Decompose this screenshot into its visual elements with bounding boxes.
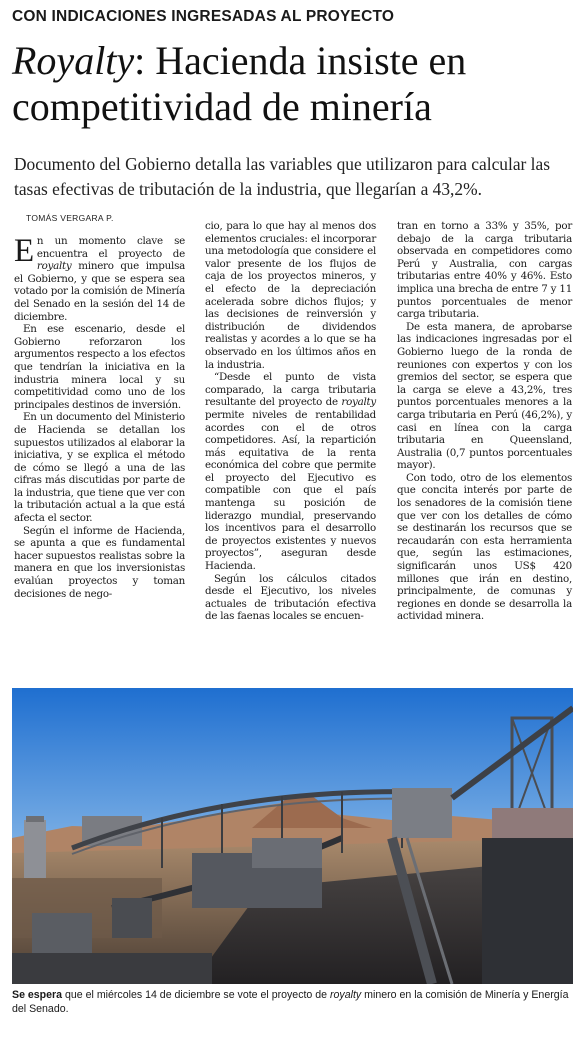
photo-caption xyxy=(12,988,577,1016)
photo-illustration xyxy=(12,688,573,984)
paragraph xyxy=(14,235,185,323)
paragraph-text: “Desde el punto de vista comparado, la carga tributaria resultante del proyecto de xyxy=(205,371,376,409)
italic-term: royalty xyxy=(36,260,72,273)
paragraph: tran en torno a 33% y 35%, por debajo de la carga tributaria observada en competidores como Perú y Australia, con cargas tributarias entre 40% y 46%. Esto implica una brecha de entre 7 y 11 puntos porcentuales de menor carga tributaria. xyxy=(397,220,572,321)
caption-text: que el miércoles 14 de diciembre se vote el proyecto de xyxy=(62,989,330,1001)
article-headline xyxy=(12,38,577,130)
paragraph: En un documento del Ministerio de Hacienda se detallan los supuestos utilizados al elaborar la iniciativa, y se explica el método de cómo se llegó a una de las cifras más discutidas por parte de la industria, que tiene que ver con la tributación actual a la que está afecta el sector. xyxy=(14,411,185,525)
paragraph xyxy=(205,371,376,573)
paragraph: cio, para lo que hay al menos dos elementos cruciales: el incorporar una metodología que considere el valor presente de los flujos de caja de los proyectos mineros, y el efecto de la depreciación acelerada sobre dichos flujos; y las decisiones de reinversión y distribución de dividendos realistas y acordes a lo que se ha observado en los últimos años en la industria. xyxy=(205,220,376,371)
body-column-3 xyxy=(397,220,572,623)
caption-italic: royalty xyxy=(330,989,362,1001)
headline-italic: Royalty xyxy=(12,38,135,83)
byline: TOMÁS VERGARA P. xyxy=(26,213,114,223)
paragraph-text: n un momento clave se encuentra el proyecto de xyxy=(36,235,185,260)
paragraph: En ese escenario, desde el Gobierno reforzaron los argumentos respecto a los efectos que tendrían la iniciativa en la industria minera local y su competitividad como uno de los principales destinos de inversión. xyxy=(14,323,185,411)
article-subhead: Documento del Gobierno detalla las variables que utilizaron para calcular las tasas efectivas de tributación de la industria, que llegarían a 43,2%. xyxy=(14,154,550,199)
caption-bold: Se espera xyxy=(12,989,63,1001)
headline-rest: : Hacienda insiste en competitividad de minería xyxy=(12,38,467,129)
section-kicker: CON INDICACIONES INGRESADAS AL PROYECTO xyxy=(12,8,395,25)
caption-text: minero en la comisión de Minería y Energía del Senado. xyxy=(12,989,569,1015)
paragraph: Según el informe de Hacienda, se apunta a que es fundamental hacer supuestos realistas sobre la manera en que los inversionistas evalúan proyectos y toman decisiones de nego- xyxy=(14,524,185,600)
body-column-1 xyxy=(14,235,185,600)
paragraph-text: minero que impulsa el Gobierno, y que se espera sea votado por la comisión de Minería del Senado en la sesión del 14 de diciembre. xyxy=(14,260,185,323)
paragraph: Según los cálculos citados desde el Ejecutivo, los niveles actuales de tributación efectiva de las faenas locales se encuen- xyxy=(205,572,376,623)
paragraph-text: permite niveles de rentabilidad acordes con el de otros competidores. Así, la repartición más equitativa de la renta económica del cobre que permite el proyecto del Ejecutivo es compatible con que el país mantenga su posición de liderazgo mundial, preservando los incentivos para el desarrollo de proyectos existentes y nuevos proyectos”, aseguran desde Hacienda. xyxy=(205,408,376,573)
mining-plant-photo xyxy=(12,688,573,984)
paragraph: De esta manera, de aprobarse las indicaciones ingresadas por el Gobierno luego de la ronda de reuniones con expertos y con los gremios del sector, se espera que la carga se eleve a 43,2%, tres puntos porcentuales menores a la carga tributaria en Perú (46,2%), y casi en línea con la carga tributaria en Queensland, Australia (0,7 puntos porcentuales mayor). xyxy=(397,320,572,472)
italic-term: royalty xyxy=(341,396,376,409)
dropcap: E xyxy=(14,233,34,269)
body-column-2 xyxy=(205,220,376,623)
paragraph: Con todo, otro de los elementos que concita interés por parte de los senadores de la comisión tiene que ver con los detalles de cómo se destinarán los recursos que se recaudarán con esta herramienta que, según las estimaciones, significarán unos US$ 420 millones que irán en destino, principalmente, de comunas y regiones en donde se desarrolla la actividad minera. xyxy=(397,471,572,623)
